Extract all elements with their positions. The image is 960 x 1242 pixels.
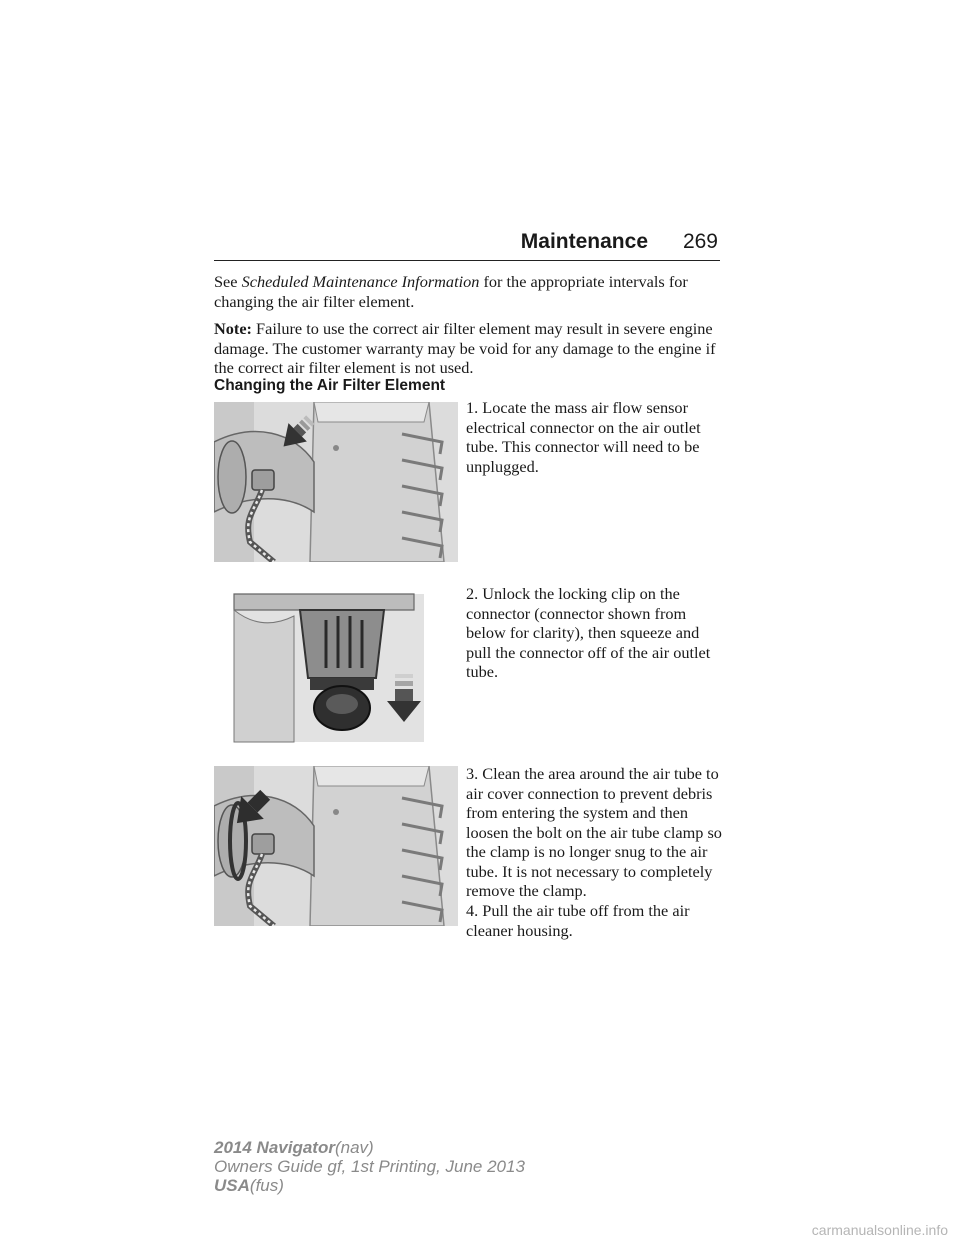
figure-maf-connector [214,402,458,562]
section-heading: Changing the Air Filter Element [214,377,446,394]
page-header [214,226,720,261]
scheduled-maintenance-reference: Scheduled Maintenance Information [241,272,480,291]
watermark-text: carmanualsonline.info [811,1222,948,1238]
page-number: 269 [682,230,718,253]
step-1: 1. Locate the mass air flow sensor electrical connector on the air outlet tube. This connector will need to be unplugged. [466,398,701,476]
step-2: 2. Unlock the locking clip on the connector (connector shown from below for clarity), then squeeze and pull the connector off of the air outlet tube. [466,584,711,681]
note-text: Failure to use the correct air filter element may result in severe engine damage. The customer warranty may be void for any damage to the engine if the correct air filter element is not used. [214,319,716,377]
figure-air-tube-clamp [214,766,458,926]
step-4: 4. Pull the air tube off from the air cleaner housing. [466,901,690,940]
section-title: Maintenance [520,230,648,253]
document-footer [214,1138,525,1195]
footer-printing: Owners Guide gf, 1st Printing, June 2013 [214,1157,525,1176]
footer-model: 2014 Navigator(nav) [214,1138,374,1157]
step-3: 3. Clean the area around the air tube to air cover connection to prevent debris from entering the system and then loosen the bolt on the air tube clamp so the clamp is no longer snug to the air tube. It is not necessary to completely remove the clamp. [466,764,722,900]
footer-market: USA(fus) [214,1176,284,1195]
figure-connector-below [214,586,458,746]
note-label: Note: [214,319,252,338]
intro-paragraph: See Scheduled Maintenance Information for the appropriate intervals for changing the air filter element. [214,272,688,311]
note-paragraph [214,319,720,378]
